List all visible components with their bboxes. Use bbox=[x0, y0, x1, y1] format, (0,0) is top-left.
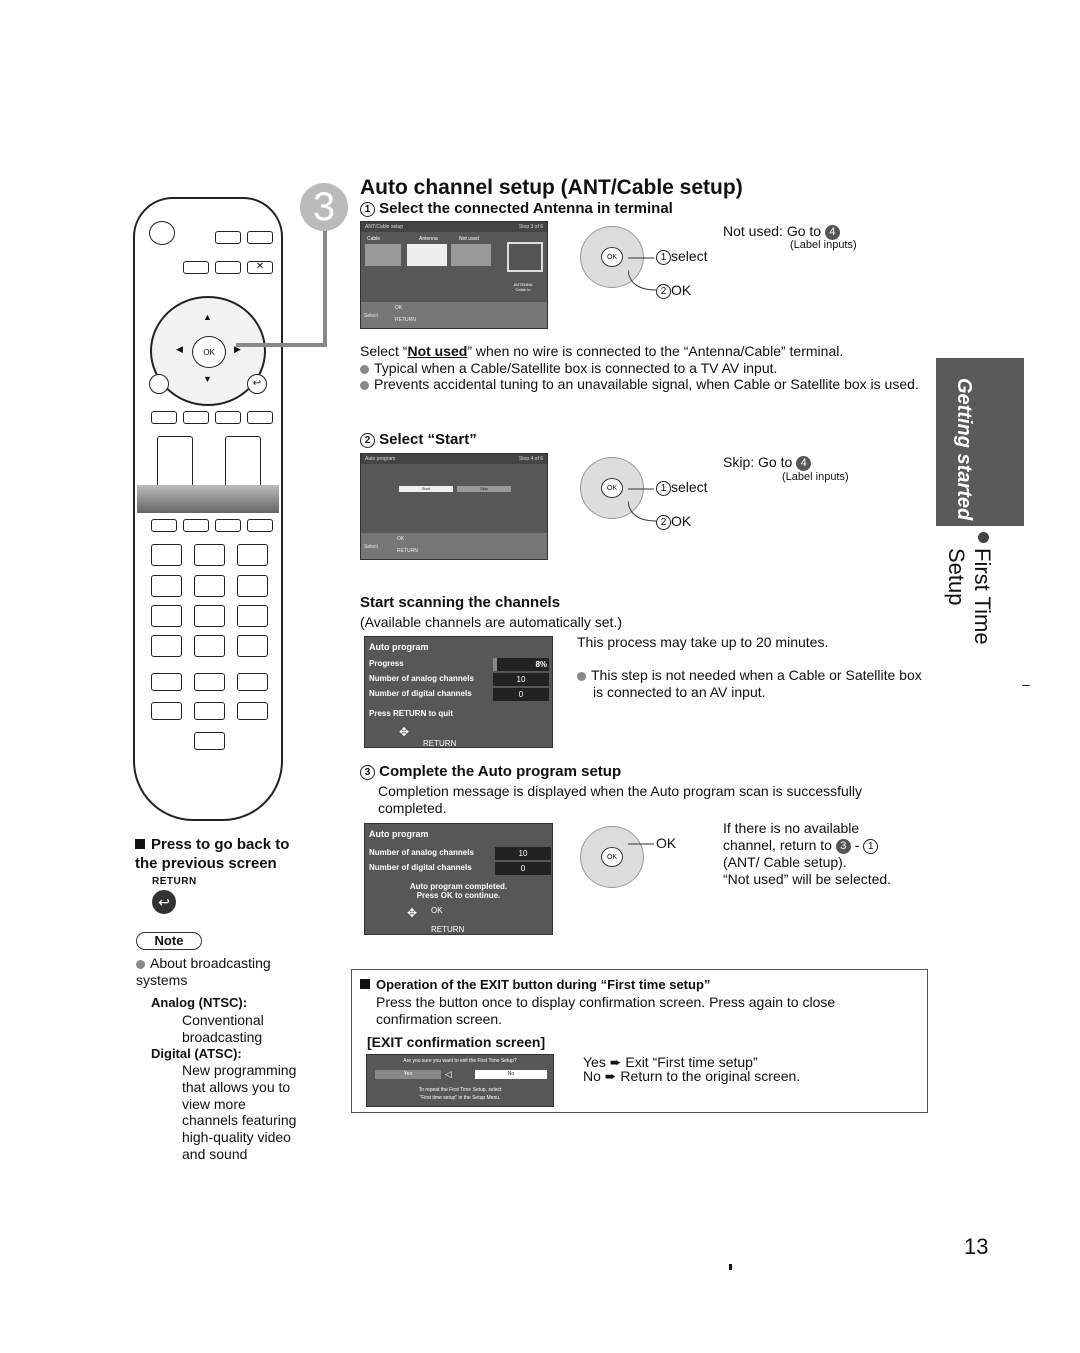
bullet-icon bbox=[136, 960, 145, 969]
skip-goto: Skip: Go to 4 bbox=[723, 454, 811, 471]
number-button[interactable] bbox=[151, 635, 182, 657]
return-label: RETURN bbox=[152, 876, 197, 887]
back-heading: Press to go back to the previous screen bbox=[135, 836, 290, 872]
label-inputs: (Label inputs) bbox=[790, 239, 857, 251]
number-button[interactable] bbox=[237, 575, 268, 597]
remote-button[interactable] bbox=[215, 411, 241, 424]
label-inputs: (Label inputs) bbox=[782, 471, 849, 483]
skip-button[interactable]: Skip bbox=[457, 486, 511, 492]
select-not-used-text: Select “Not used” when no wire is connected to the “Antenna/Cable” terminal. bbox=[360, 343, 844, 359]
number-button[interactable] bbox=[151, 605, 182, 627]
remote-button[interactable] bbox=[215, 519, 241, 532]
not-used-goto: Not used: Go to 4 bbox=[723, 223, 840, 240]
completed-screen: Auto program Number of analog channels 10 Number of digital channels 0 Auto program completed. Press OK to continue. ✥ OK RETURN bbox=[364, 823, 553, 935]
mark bbox=[729, 1264, 732, 1270]
remote-button[interactable] bbox=[247, 411, 273, 424]
exit-desc: Press the button once to display confirmation screen. Press again to close confirmation screen. bbox=[376, 994, 836, 1027]
arrow-icon: ➨ bbox=[609, 1054, 622, 1070]
exit-button[interactable]: ✕ bbox=[247, 261, 273, 274]
exit-yes-button[interactable]: Yes bbox=[375, 1070, 441, 1079]
remote-button[interactable] bbox=[183, 519, 209, 532]
digital-text: New programming that allows you to view more channels featuring high-quality video and sound bbox=[182, 1062, 297, 1162]
remote-button[interactable] bbox=[149, 374, 169, 394]
remote-button[interactable] bbox=[183, 261, 209, 274]
number-button[interactable] bbox=[237, 635, 268, 657]
number-button[interactable] bbox=[151, 544, 182, 566]
navigate-icon: ✥ bbox=[407, 906, 418, 920]
remote-button[interactable] bbox=[151, 519, 177, 532]
no-channel-3: (ANT/ Cable setup). bbox=[723, 854, 847, 870]
step1-heading: 1 Select the connected Antenna in terminal bbox=[360, 200, 673, 217]
tv-icon bbox=[507, 242, 543, 272]
step-number: 3 bbox=[300, 183, 348, 231]
number-button[interactable] bbox=[151, 575, 182, 597]
page-number: 13 bbox=[964, 1234, 989, 1259]
no-channel-1: If there is no available bbox=[723, 820, 860, 836]
scanning-sub: (Available channels are automatically set.) bbox=[360, 614, 622, 630]
return-icon: ↩ bbox=[152, 890, 176, 914]
bullet-icon bbox=[978, 532, 989, 543]
remote-button[interactable] bbox=[247, 519, 273, 532]
analog-label: Analog (NTSC): bbox=[151, 995, 248, 1010]
remote-button[interactable] bbox=[183, 411, 209, 424]
bullet-typical: Typical when a Cable/Satellite box is connected to a TV AV input. bbox=[360, 360, 920, 377]
progress-bar: 8% bbox=[493, 658, 549, 671]
dpad-illustration: OK bbox=[580, 457, 644, 519]
select-callout: 1 select bbox=[656, 479, 708, 496]
remote-button[interactable] bbox=[237, 702, 268, 720]
step3-heading: 3 Complete the Auto program setup bbox=[360, 763, 621, 780]
antenna-option[interactable] bbox=[407, 244, 447, 266]
ok-button[interactable]: OK bbox=[192, 336, 226, 368]
scanning-screen: Auto program Progress 8% Number of analog channels 10 Number of digital channels 0 Press RETURN to quit ✥ RETURN bbox=[364, 636, 553, 748]
down-arrow-icon[interactable]: ▼ bbox=[203, 374, 212, 384]
remote-button[interactable] bbox=[237, 673, 268, 691]
exit-heading: Operation of the EXIT button during “First time setup” bbox=[360, 977, 710, 992]
remote-button[interactable] bbox=[194, 732, 225, 750]
note-label: Note bbox=[136, 932, 202, 950]
exit-no-button[interactable]: No bbox=[475, 1070, 547, 1079]
navigate-icon: ✥ bbox=[399, 725, 410, 739]
scanning-bullet: This step is not needed when a Cable or Satellite box is connected to an AV input. bbox=[577, 667, 933, 701]
number-button[interactable] bbox=[194, 544, 225, 566]
return-button[interactable]: ↩ bbox=[247, 374, 267, 394]
no-channel-4: “Not used” will be selected. bbox=[723, 871, 892, 887]
number-button[interactable] bbox=[237, 544, 268, 566]
progress-fill bbox=[493, 658, 497, 671]
remote-button[interactable] bbox=[151, 411, 177, 424]
select-callout: 1 select bbox=[656, 248, 708, 265]
number-button[interactable] bbox=[194, 575, 225, 597]
dpad-illustration: OK bbox=[580, 826, 644, 888]
step-circle: 1 bbox=[360, 202, 375, 217]
dash: – bbox=[1022, 676, 1030, 692]
ok-callout: 2 OK bbox=[656, 513, 691, 530]
callout-line bbox=[628, 836, 658, 856]
subsection-label: First Time Setup bbox=[944, 548, 995, 645]
power-button[interactable] bbox=[149, 221, 175, 245]
start-button[interactable]: Start bbox=[399, 486, 453, 492]
exit-sub: [EXIT confirmation screen] bbox=[367, 1034, 546, 1050]
no-line: No ➨ Return to the original screen. bbox=[583, 1068, 801, 1084]
square-bullet-icon bbox=[135, 839, 145, 849]
remote-button[interactable] bbox=[151, 673, 182, 691]
digital-label: Digital (ATSC): bbox=[151, 1046, 242, 1061]
section-label: Getting started bbox=[953, 378, 975, 521]
antcable-screen: ANT/Cable setup Step 3 of 6 Cable Antenna Not used ANTENNA Cable In Select OK RETURN bbox=[360, 221, 548, 329]
remote-band bbox=[137, 485, 279, 513]
note-bullet: About broadcasting systems bbox=[136, 955, 271, 988]
number-button[interactable] bbox=[194, 605, 225, 627]
analog-text: Conventional broadcasting bbox=[182, 1012, 264, 1045]
arrow-icon: ➨ bbox=[604, 1068, 617, 1084]
process-time: This process may take up to 20 minutes. bbox=[577, 634, 829, 650]
step3-desc: Completion message is displayed when the Auto program scan is successfully completed. bbox=[378, 783, 863, 816]
not-used-option[interactable] bbox=[451, 244, 491, 266]
number-button[interactable] bbox=[194, 635, 225, 657]
step2-heading: 2 Select “Start” bbox=[360, 431, 477, 448]
exit-confirm-screen: Are you sure you want to exit the First Time Setup? Yes ◁ No To repeat the First Time Setup, select “First time setup” in the Setup Menu. bbox=[366, 1054, 554, 1107]
up-arrow-icon[interactable]: ▲ bbox=[203, 312, 212, 322]
yes-line: Yes ➨ Exit “First time setup” bbox=[583, 1054, 758, 1070]
number-button[interactable] bbox=[237, 605, 268, 627]
scanning-heading: Start scanning the channels bbox=[360, 594, 561, 611]
right-arrow-icon[interactable]: ▶ bbox=[234, 344, 241, 354]
remote-button[interactable] bbox=[194, 702, 225, 720]
bullet-prevents: Prevents accidental tuning to an unavailable signal, when Cable or Satellite box is used. bbox=[360, 376, 935, 393]
ok-callout: OK bbox=[656, 835, 677, 851]
left-arrow-icon: ◁ bbox=[445, 1069, 452, 1079]
remote-button[interactable] bbox=[194, 673, 225, 691]
dpad-illustration: OK bbox=[580, 226, 644, 288]
no-channel-2: channel, return to 3 - 1 bbox=[723, 837, 878, 854]
page-title: Auto channel setup (ANT/Cable setup) bbox=[360, 176, 743, 199]
auto-program-screen: Auto program Step 4 of 6 Start Skip Select OK RETURN bbox=[360, 453, 548, 560]
left-arrow-icon[interactable]: ◀ bbox=[176, 344, 183, 354]
remote-button[interactable] bbox=[151, 702, 182, 720]
ok-callout: 2 OK bbox=[656, 282, 691, 299]
cable-option[interactable] bbox=[365, 244, 401, 266]
